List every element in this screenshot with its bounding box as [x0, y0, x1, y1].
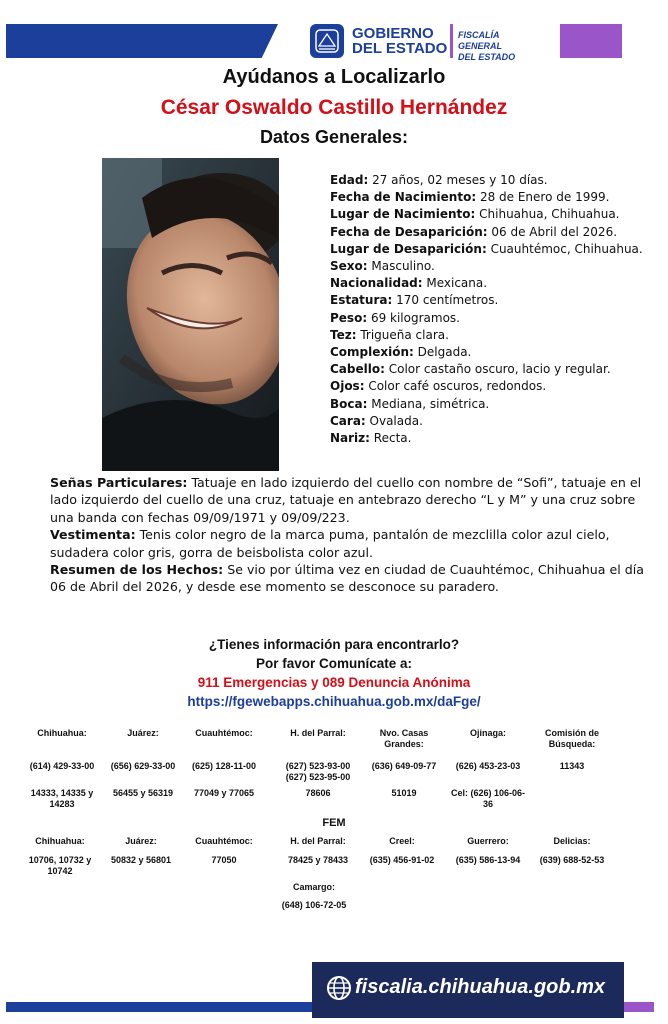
detail-label: Lugar de Desaparición: — [330, 241, 487, 256]
table-value: (635) 456-91-02 — [369, 855, 435, 865]
detail-value: Color café oscuros, redondos. — [364, 379, 547, 394]
table-phone: (614) 429-33-00 — [29, 761, 95, 771]
section-title: Datos Generales: — [259, 127, 409, 147]
detail-value: Masculino. — [367, 259, 435, 274]
detail-row — [330, 292, 660, 309]
footer-blue-line — [6, 1002, 312, 1012]
detail-row — [330, 378, 660, 395]
detail-value: Trigueña clara. — [356, 327, 449, 342]
senas-paragraph — [50, 474, 660, 526]
description-paragraphs — [50, 474, 660, 596]
header-purple-bar — [560, 24, 622, 58]
detail-value: Color castaño oscuro, lacio y regular. — [384, 362, 611, 377]
government-logo — [310, 22, 540, 60]
gobierno-title — [352, 26, 447, 56]
detail-label: Boca: — [330, 396, 368, 411]
detail-label: Lugar de Nacimiento: — [330, 207, 476, 222]
detail-label: Nacionalidad: — [330, 276, 423, 291]
resumen-label: Resumen de los Hechos: — [50, 562, 224, 578]
table-phone: (626) 453-23-03 — [455, 761, 521, 771]
detail-row — [330, 327, 660, 344]
detail-row — [330, 361, 660, 378]
detail-value: Mediana, simétrica. — [367, 396, 490, 411]
detail-label: Edad: — [330, 173, 369, 187]
footer-website-link[interactable]: fiscalia.chihuahua.gob.mx — [355, 976, 606, 998]
contact-block — [0, 635, 668, 711]
table-ext: Cel: (626) 106-06-36 — [450, 788, 526, 809]
emergency-numbers: 911 Emergencias y 089 Denuncia Anónima — [197, 675, 471, 690]
table-header: Nvo. Casas Grandes: — [379, 728, 429, 749]
detail-row — [330, 430, 660, 447]
fem-title: FEM — [322, 817, 346, 829]
table-header: Guerrero: — [467, 836, 509, 846]
table-value: 78425 y 78433 — [287, 855, 349, 865]
detail-value: 27 años, 02 meses y 10 días. — [368, 173, 548, 187]
detail-value: 69 kilogramos. — [367, 310, 460, 325]
detail-label: Nariz: — [330, 431, 370, 446]
table-header: Juárez: — [127, 728, 159, 738]
detail-row — [330, 224, 660, 241]
resumen-paragraph — [50, 561, 660, 596]
table-ext: 51019 — [391, 788, 417, 798]
table-phone: (656) 629-33-00 — [110, 761, 176, 771]
detail-label: Tez: — [330, 327, 357, 342]
detail-row — [330, 172, 660, 189]
report-link[interactable]: https://fgewebapps.chihuahua.gob.mx/daFge/ — [187, 694, 481, 709]
personal-details — [330, 172, 660, 447]
fiscalia-line1: FISCALÍA GENERAL — [458, 30, 503, 51]
table-header: Cuauhtémoc: — [195, 728, 253, 738]
table-ext: 56455 y 56319 — [112, 788, 174, 798]
person-name: César Oswaldo Castillo Hernández — [160, 96, 508, 119]
footer-purple-line — [624, 1002, 654, 1012]
detail-label: Fecha de Desaparición: — [330, 224, 488, 239]
table-value: (639) 688-52-53 — [539, 855, 605, 865]
header-blue-bar — [6, 24, 278, 58]
detail-row — [330, 344, 660, 361]
table-ext: 77049 y 77065 — [193, 788, 255, 798]
table-header: Delicias: — [553, 836, 591, 846]
vestimenta-text: Tenis color negro de la marca puma, pantalón de mezclilla color azul cielo, sudadera color gris, gorra de beisbolista color azul. — [50, 527, 610, 560]
detail-value: Delgada. — [413, 345, 472, 360]
detail-row — [330, 258, 660, 275]
detail-label: Estatura: — [330, 293, 393, 308]
detail-row — [330, 275, 660, 292]
table-header: Chihuahua: — [37, 728, 87, 738]
senas-label: Señas Particulares: — [50, 475, 188, 490]
missing-person-photo — [102, 158, 279, 471]
gobierno-line2: DEL ESTADO — [352, 40, 448, 57]
table-header: Camargo: — [292, 882, 335, 892]
gobierno-line1: GOBIERNO — [352, 25, 434, 42]
fiscalia-title — [458, 30, 540, 63]
table-value: (648) 106-72-05 — [281, 900, 347, 910]
table-phone: (625) 128-11-00 — [191, 761, 257, 771]
detail-value: Ovalada. — [365, 413, 423, 428]
contact-call: Por favor Comunícate a: — [255, 656, 413, 671]
table-header: Cuauhtémoc: — [195, 836, 253, 846]
detail-label: Fecha de Nacimiento: — [330, 190, 477, 205]
detail-value: Chihuahua, Chihuahua. — [475, 207, 620, 222]
detail-label: Sexo: — [330, 259, 368, 274]
table-value: 10706, 10732 y 10742 — [28, 855, 92, 876]
detail-label: Peso: — [330, 310, 368, 325]
table-phone: (627) 523-93-00 (627) 523-95-00 — [285, 761, 351, 782]
page-title: Ayúdanos a Localizarlo — [222, 66, 446, 88]
table-header: H. del Parral: — [290, 728, 346, 738]
vestimenta-label: Vestimenta: — [50, 527, 136, 543]
table-value: (635) 586-13-94 — [455, 855, 521, 865]
senas-text: Tatuaje en lado izquierdo del cuello con nombre de “Sofi”, tatuaje en el lado izquierdo del cuello de una cruz, tatuaje en antebrazo derecho “L y M” y una cruz sobre una banda con fechas 09/09/1971 y 09/09/223. — [50, 475, 642, 525]
detail-row — [330, 189, 660, 206]
table-phone: 11343 — [559, 761, 585, 771]
table-header: H. del Parral: — [290, 836, 346, 846]
detail-value: 06 de Abril del 2026. — [487, 224, 618, 239]
detail-label: Ojos: — [330, 379, 365, 394]
table-header: Comisión de Búsqueda: — [544, 728, 599, 749]
table-value: 77050 — [211, 855, 237, 865]
detail-value: 28 de Enero de 1999. — [476, 190, 610, 205]
detail-row — [330, 206, 660, 223]
detail-label: Cara: — [330, 413, 366, 428]
globe-icon — [326, 975, 352, 1001]
table-header: Chihuahua: — [35, 836, 85, 846]
fiscalia-line2: DEL ESTADO — [458, 52, 516, 62]
detail-row — [330, 241, 660, 258]
detail-row — [330, 413, 660, 430]
table-header: Juárez: — [125, 836, 157, 846]
detail-label: Complexión: — [330, 345, 414, 360]
detail-value: Recta. — [369, 431, 412, 446]
table-header: Ojinaga: — [469, 728, 506, 738]
logo-divider — [450, 24, 453, 58]
table-ext: 14333, 14335 y 14283 — [30, 788, 94, 809]
detail-value: 170 centímetros. — [392, 293, 499, 308]
fem-table — [0, 836, 668, 916]
state-seal-icon — [310, 24, 344, 58]
table-ext: 78606 — [305, 788, 331, 798]
detail-row — [330, 396, 660, 413]
phone-table — [0, 728, 668, 818]
table-phone: (636) 649-09-77 — [371, 761, 437, 771]
detail-label: Cabello: — [330, 362, 385, 377]
vestimenta-paragraph — [50, 526, 660, 561]
detail-value: Mexicana. — [422, 276, 488, 291]
detail-value: Cuauhtémoc, Chihuahua. — [486, 241, 643, 256]
resumen-text: Se vio por última vez en ciudad de Cuauhtémoc, Chihuahua el día 06 de Abril del 2026, y desde ese momento se desconoce su paradero. — [50, 562, 644, 595]
detail-row — [330, 310, 660, 327]
contact-question: ¿Tienes información para encontrarlo? — [208, 637, 460, 652]
table-header: Creel: — [389, 836, 415, 846]
table-value: 50832 y 56801 — [110, 855, 172, 865]
